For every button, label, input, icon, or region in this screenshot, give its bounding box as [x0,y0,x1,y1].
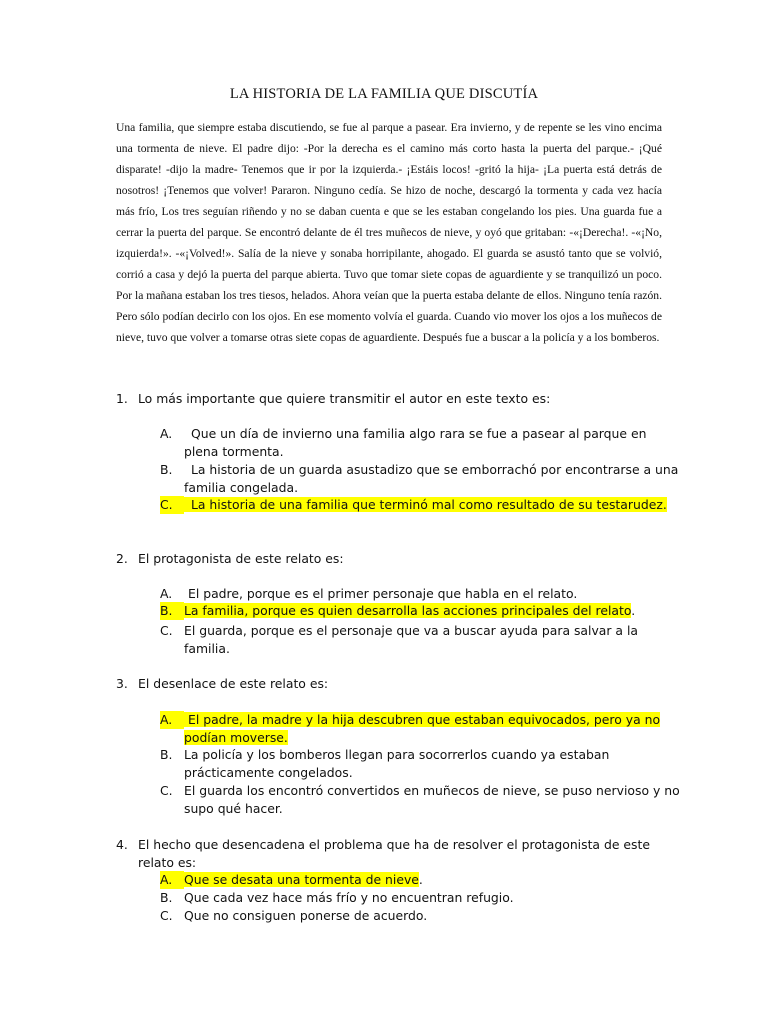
option-letter: B. [160,462,173,477]
question-2-option-c [160,622,680,657]
question-2-option-a [160,585,680,603]
question-text: El hecho que desencadena el problema que ha de resolver el protagonista de este relato es: [138,837,650,870]
option-text: El padre, la madre y la hija descubren que estaban equivocados, pero ya no podían moverse. [184,712,661,745]
option-text: Que un día de invierno una familia algo rara se fue a pasear al parque en plena tormenta. [184,426,647,459]
option-letter: B. [160,747,173,762]
option-text: La policía y los bomberos llegan para socorrerlos cuando ya estaban prácticamente congelados. [184,747,610,780]
question-number: 4. [116,837,128,852]
question-text: El protagonista de este relato es: [138,551,344,566]
question-2-option-b [160,602,680,620]
question-3-option-c [160,782,680,817]
question-1-option-c [160,496,680,514]
question-3 [116,675,676,693]
option-text: La historia de un guarda asustadizo que se emborrachó por encontrarse a una familia congelada. [184,462,679,495]
question-4-option-b [160,889,680,907]
option-text: El padre, porque es el primer personaje que habla en el relato. [188,586,578,601]
option-text: La familia, porque es quien desarrolla las acciones principales del relato [184,603,632,618]
question-1 [116,390,676,408]
story-paragraph: Una familia, que siempre estaba discutiendo, se fue al parque a pasear. Era invierno, y de repente se les vino encima una tormenta de nieve. El padre dijo: -Por la derecha es el camino más corto hasta la puerta del parque.- ¡Qué disparate! -dijo la madre- Tenemos que ir por la izquierda.- ¡Estáis locos! -gritó la hija- ¡La puerta está detrás de nosotros! ¡Tenemos que volver! Pararon. Ninguno cedía. Se hizo de noche, descargó la tormenta y cada vez hacía más frío, Los tres seguían riñendo y no se daban cuenta e que se les estaban congelando los pies. Una guarda fue a cerrar la puerta del parque. Se encontró delante de él tres muñecos de nieve, y oyó que gritaban: -«¡Derecha!. -«¡No, izquierda!». -«¡Volved!». Salía de la nieve y sonaba horripilante, ahogado. El guarda se asustó tanto que se volvió, corrió a casa y dejó la puerta del parque abierta. Tuvo que tomar siete copas de aguardiente y se tranquilizó un poco. Por la mañana estaban los tres tiesos, helados. Ahora veían que la puerta estaba delante de ellos. Ninguno tenía razón. Pero sólo podían decirlo con los ojos. En ese momento volvía el guarda. Cuando vio mover los ojos a los muñecos de nieve, tuvo que volver a tomarse otras siete copas de aguardiente. Después fue a buscar a la policía y a los bomberos. [116,121,662,344]
option-letter: C. [160,783,173,798]
question-4 [116,836,676,871]
option-text: El guarda los encontró convertidos en muñecos de nieve, se puso nervioso y no supo qué hacer. [184,783,680,816]
option-text: Que se desata una tormenta de nieve [184,872,419,887]
question-4-option-c [160,907,680,925]
question-3-option-b [160,746,680,781]
question-text: El desenlace de este relato es: [138,676,329,691]
question-number: 3. [116,676,128,691]
question-3-option-a [160,711,680,746]
option-letter: A. [160,711,184,729]
option-text: El guarda, porque es el personaje que va a buscar ayuda para salvar a la familia. [184,623,638,656]
option-text: La historia de una familia que terminó mal como resultado de su testarudez. [184,497,667,512]
option-letter: A. [160,426,173,441]
document-title: LA HISTORIA DE LA FAMILIA QUE DISCUTÍA [229,86,539,102]
question-1-option-a [160,425,680,460]
option-text: Que no consiguen ponerse de acuerdo. [184,908,428,923]
option-letter: A. [160,586,173,601]
option-letter: B. [160,602,184,620]
question-text: Lo más importante que quiere transmitir el autor en este texto es: [138,391,551,406]
option-letter: C. [160,623,173,638]
option-text: Que cada vez hace más frío y no encuentran refugio. [184,890,514,905]
option-letter: C. [160,908,173,923]
option-letter: B. [160,890,173,905]
option-letter: C. [160,496,184,514]
option-letter: A. [160,871,184,889]
question-1-option-b [160,461,680,496]
question-2 [116,550,676,568]
option-suffix: . [418,872,423,887]
question-number: 1. [116,391,128,406]
option-suffix: . [631,603,636,618]
question-number: 2. [116,551,128,566]
question-4-option-a [160,871,680,889]
